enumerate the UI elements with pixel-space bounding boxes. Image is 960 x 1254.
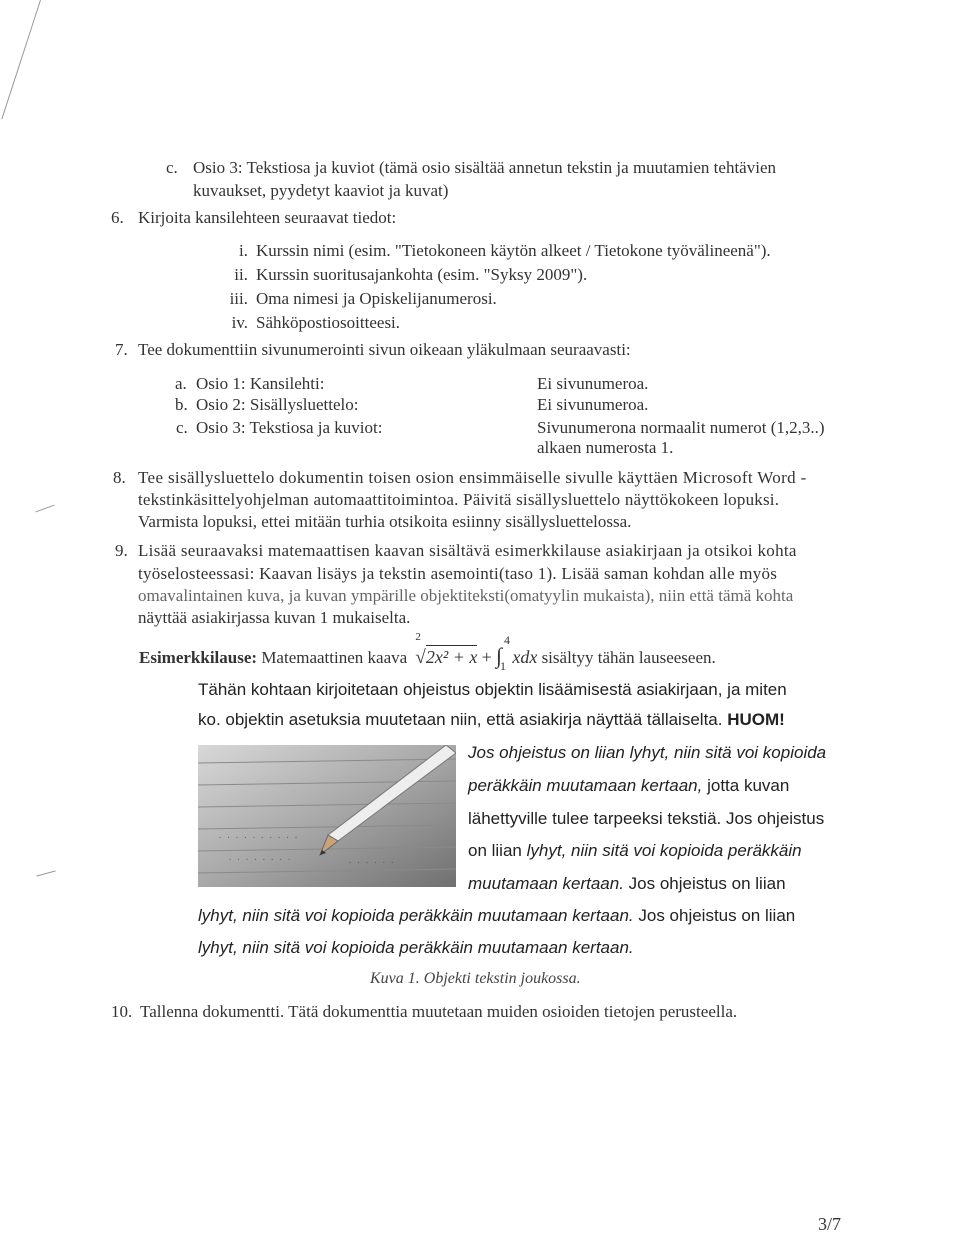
example-text: sisältyy tähän lauseeseen. [541,648,716,667]
paragraph-line: Lisää seuraavaksi matemaattisen kaavan sisältävä esimerkkilause asiakirjaan ja otsikoi kohta [138,541,797,560]
table-cell-value: Ei sivunumeroa. [537,374,649,393]
sublist-marker: a. [175,374,187,393]
list-item-text: Kirjoita kansilehteen seuraavat tiedot: [138,208,397,227]
wrap-text-line [198,906,795,926]
scan-artifact-mark [36,870,56,876]
pencil-image [198,745,456,887]
table-cell-label: Osio 2: Sisällysluettelo: [196,395,359,414]
integrand: xdx [512,647,538,667]
wrap-text-line: lyhyt, niin sitä voi kopioida peräkkäin muutamaan kertaan. [198,938,634,957]
list-item-text: Tee dokumenttiin sivunumerointi sivun oikeaan yläkulmaan seuraavasti: [138,340,631,359]
sublist-marker: i. [239,241,248,260]
plus-sign: + [481,647,492,667]
sublist-marker: iv. [231,313,248,332]
figure-caption: Kuva 1. Objekti tekstin joukossa. [370,970,581,987]
example-sentence [139,631,716,673]
svg-text:· · · · · · · ·: · · · · · · · · [228,856,292,864]
svg-text:· · · · · ·: · · · · · · [348,859,395,867]
wrap-text-line [468,874,786,894]
list-item-text: Tallenna dokumentti. Tätä dokumenttia muutetaan muiden osioiden tietojen perusteella. [140,1002,738,1021]
integral-lower: 1 [500,659,507,673]
list-number: 8. [113,468,126,487]
paragraph-line: Varmista lopuksi, ettei mitään turhia otsikoita esiinny sisällysluettelossa. [138,512,632,531]
sublist-item: Oma nimesi ja Opiskelijanumerosi. [256,289,497,308]
table-cell-label: Osio 1: Kansilehti: [196,374,325,393]
wrap-italic: peräkkäin muutamaan kertaan, [468,776,703,795]
paragraph-line: omavalintainen kuva, ja kuvan ympärille objektiteksti(omatyylin mukaista), niin että tämä kohta [138,586,794,605]
example-label: Esimerkkilause: [139,648,258,667]
table-cell-value: Ei sivunumeroa. [537,395,649,414]
scan-artifact-mark [35,505,54,513]
wrap-italic: muutamaan kertaan. [468,874,624,893]
integral-upper: 4 [504,633,511,647]
wrap-text-line [468,776,789,796]
list-number: 7. [115,340,128,359]
instruction-line [198,710,785,730]
paragraph-line: näyttää asiakirjassa kuvan 1 mukaiselta. [138,608,411,627]
wrap-italic: lyhyt, niin sitä voi kopioida peräkkäin muutamaan kertaan. [198,906,634,925]
sublist-marker: iii. [229,289,248,308]
pencil-illustration [198,745,456,887]
list-marker: c. [166,158,178,177]
list-number: 6. [111,208,124,227]
sublist-marker: ii. [234,265,248,284]
scan-artifact-line [1,0,41,119]
math-formula [415,631,538,673]
radicand: 2x² + x [425,647,478,667]
table-cell-value: alkaen numerosta 1. [537,438,674,457]
wrap-italic: lyhyt, niin sitä voi kopioida peräkkäin [526,841,802,860]
page-number: 3/7 [818,1214,842,1234]
sublist-item: Kurssin nimi (esim. "Tietokoneen käytön alkeet / Tietokone työvälineenä"). [256,241,771,260]
wrap-text-line: lähettyville tulee tarpeeksi tekstiä. Jos ohjeistus [468,809,825,828]
list-number: 10. [111,1002,133,1021]
integral-sign: ∫ 4 1 [496,633,511,673]
paragraph-line: työselosteessasi: Kaavan lisäys ja tekstin asemointi(taso 1). Lisää saman kohdan alle myös [138,564,778,583]
wrap-regular: jotta kuvan [707,776,790,795]
instruction-line: Tähän kohtaan kirjoitetaan ohjeistus objektin lisäämisestä asiakirjaan, ja miten [198,680,787,699]
sublist-marker: b. [175,395,188,414]
wrap-text-line [468,841,802,861]
svg-text:· · · · · · · · · ·: · · · · · · · · · · [218,834,299,842]
instruction-text: ko. objektin asetuksia muutetaan niin, että asiakirja näyttää tällaiselta. [198,710,723,729]
paragraph-line: Tee sisällysluettelo dokumentin toisen osion ensimmäiselle sivulle käyttäen Microsoft Word - [138,468,807,487]
table-cell-value: Sivunumerona normaalit numerot (1,2,3..) [537,418,825,437]
wrap-regular: Jos ohjeistus on liian [628,874,786,893]
sublist-item: Kurssin suoritusajankohta (esim. "Syksy 2009"). [256,265,588,284]
table-cell-label: Osio 3: Tekstiosa ja kuviot: [196,418,383,437]
list-number: 9. [115,541,128,560]
huom-label: HUOM! [727,710,785,729]
paragraph-line: tekstinkäsittelyohjelman automaattitoimintoa. Päivitä sisällysluettelo näyttökokeen lopuksi. [138,490,780,509]
wrap-regular: Jos ohjeistus on liian [638,906,796,925]
wrap-regular: on liian [468,841,522,860]
sublist-item: Sähköpostiosoitteesi. [256,313,401,332]
paragraph-line: Osio 3: Tekstiosa ja kuviot (tämä osio sisältää annetun tekstin ja muutamien tehtävien [193,158,776,177]
wrap-text-line: Jos ohjeistus on liian lyhyt, niin sitä voi kopioida [468,743,827,762]
radical-sign: √ [415,647,426,668]
paragraph-line: kuvaukset, pyydetyt kaaviot ja kuvat) [193,181,449,200]
example-text: Matemaattinen kaava [261,648,408,667]
sublist-marker: c. [176,418,188,437]
root-index: 2 [415,631,421,643]
